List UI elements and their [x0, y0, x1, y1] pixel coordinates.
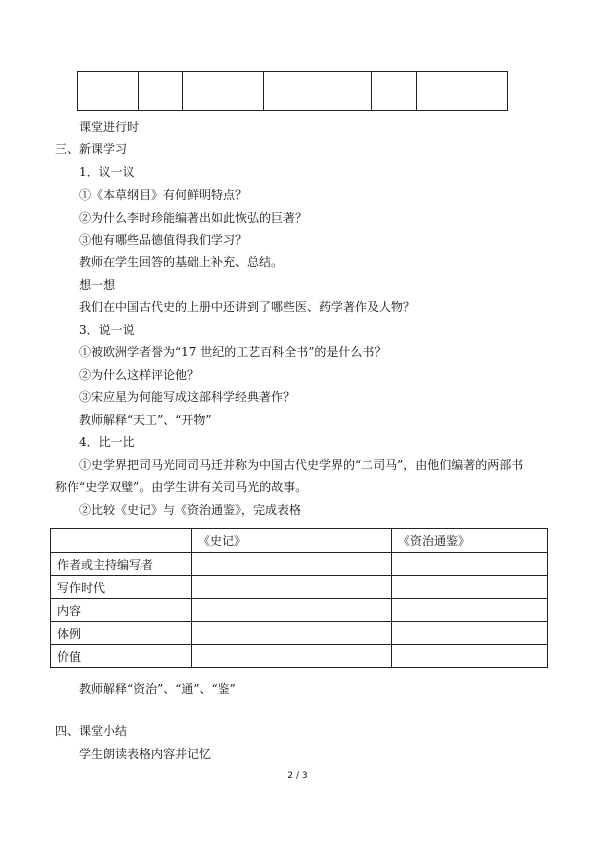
table-cell: [417, 72, 508, 111]
table-row: [51, 645, 548, 668]
row-label: 写作时代: [51, 576, 192, 599]
table-cell: [78, 72, 139, 111]
question-5: ②为什么这样评论他？: [79, 368, 200, 382]
teacher-note-3: 教师解释“资治”、“通”、“鉴”: [79, 682, 236, 696]
table-cell: [139, 72, 183, 111]
section-heading-summary: 四、课堂小结: [55, 724, 128, 738]
row-label: 价值: [51, 645, 192, 668]
table-cell: [192, 645, 392, 668]
paragraph-2: ②比较《史记》与《资治通鉴》，完成表格: [79, 503, 302, 517]
table-cell: [192, 576, 392, 599]
page-number: 2 / 3: [287, 771, 308, 781]
table-row: [51, 622, 548, 645]
subheading-talk: 3．说一说: [79, 323, 135, 337]
table-row: [51, 553, 548, 576]
table-cell: [183, 72, 264, 111]
table-cell: [264, 72, 372, 111]
table-header-row: [51, 529, 548, 553]
header-cell-empty: [51, 529, 192, 553]
section-heading-new-lesson: 三、新课学习: [55, 142, 128, 156]
question-4: ①被欧洲学者誉为“17 世纪的工艺百科全书”的是什么书？: [79, 345, 387, 359]
teacher-note-2: 教师解释“天工”、“开物”: [79, 413, 212, 427]
table-row: [51, 599, 548, 622]
header-cell-zizhitongjian: 《资治通鉴》: [392, 529, 548, 553]
subheading-think: 想一想: [79, 278, 116, 292]
table-cell: [392, 622, 548, 645]
table-cell: [372, 72, 417, 111]
table-cell: [392, 599, 548, 622]
summary-text: 学生朗读表格内容并记忆: [79, 747, 212, 761]
table-cell: [392, 553, 548, 576]
teacher-note-1: 教师在学生回答的基础上补充、总结。: [79, 255, 284, 269]
table-cell: [392, 576, 548, 599]
think-question: 我们在中国古代史的上册中还讲到了哪些医、药学著作及人物？: [79, 300, 416, 314]
subheading-compare: 4．比一比: [79, 435, 135, 449]
table-cell: [192, 599, 392, 622]
paragraph-1-line-1: ①史学界把司马光同司马迁并称为中国古代史学界的“二司马”，由他们编著的两部书: [79, 458, 524, 472]
table-cell: [392, 645, 548, 668]
row-label: 作者或主持编写者: [51, 553, 192, 576]
top-empty-table: [77, 71, 508, 111]
question-2: ②为什么李时珍能编著出如此恢弘的巨著？: [79, 211, 308, 225]
question-3: ③他有哪些品德值得我们学习？: [79, 233, 248, 247]
question-6: ③宋应星为何能写成这部科学经典著作？: [79, 390, 296, 404]
subheading-discuss: 1．议一议: [79, 165, 135, 179]
paragraph-1-line-2: 称作“史学双璧”。由学生讲有关司马光的故事。: [55, 480, 308, 494]
table-cell: [192, 622, 392, 645]
header-cell-shiji: 《史记》: [192, 529, 392, 553]
row-label: 内容: [51, 599, 192, 622]
comparison-table: [50, 528, 548, 668]
classroom-label: 课堂进行时: [79, 120, 140, 134]
table-row: [51, 576, 548, 599]
row-label: 体例: [51, 622, 192, 645]
table-cell: [192, 553, 392, 576]
question-1: ①《本草纲目》有何鲜明特点？: [79, 188, 248, 202]
